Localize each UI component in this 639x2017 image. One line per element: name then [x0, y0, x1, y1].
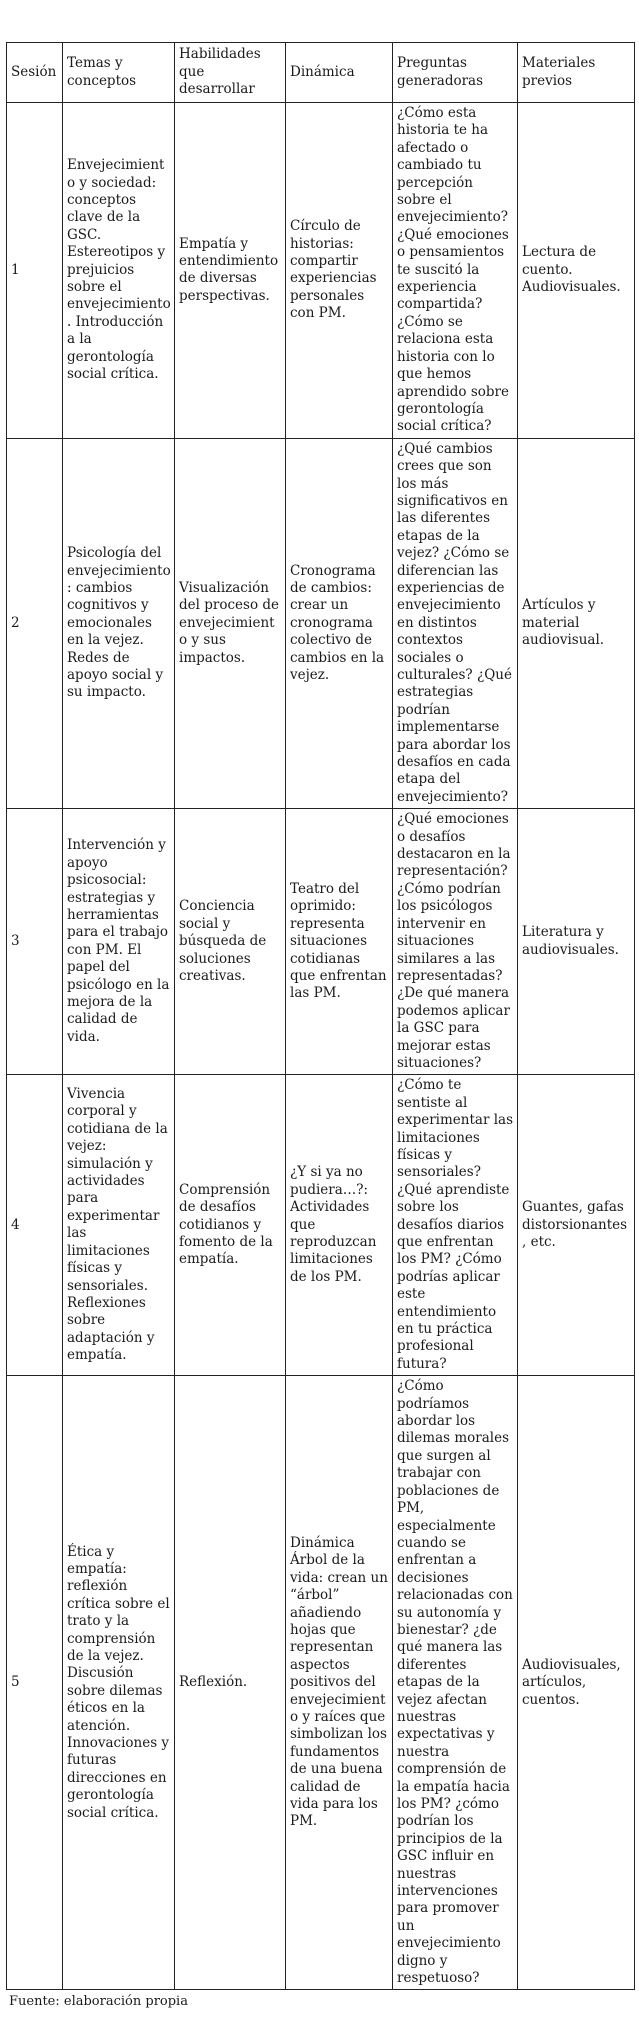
cell-dynamic: Dinámica Árbol de la vida: crean un “árbol” añadiendo hojas que representan aspectos positivos del envejecimiento y raíces que simbolizan los fundamentos de una buena calidad de vida para los PM.	[286, 1376, 393, 1990]
cell-dynamic: ¿Y si ya no pudiera…?: Actividades que reproduzcan limitaciones de los PM.	[286, 1075, 393, 1376]
table-row	[7, 1075, 635, 1376]
cell-questions: ¿Cómo esta historia te ha afectado o cambiado tu percepción sobre el envejecimiento? ¿Qué emociones o pensamientos te suscitó la experiencia compartida? ¿Cómo se relaciona esta historia con lo que hemos aprendido sobre gerontología social crítica?	[393, 103, 518, 439]
cell-questions: ¿Cómo podríamos abordar los dilemas morales que surgen al trabajar con poblaciones de PM, especialmente cuando se enfrentan a decisiones relacionadas con su autonomía y bienestar? ¿de qué manera las diferentes etapas de la vejez afectan nuestras expectativas y nuestra comprensión de la empatía hacia los PM? ¿cómo podrían los principios de la GSC influir en nuestras intervenciones para promover un envejecimiento digno y respetuoso?	[393, 1376, 518, 1990]
cell-topics: Vivencia corporal y cotidiana de la vejez: simulación y actividades para experimentar las limitaciones físicas y sensoriales. Reflexiones sobre adaptación y empatía.	[63, 1075, 175, 1376]
cell-materials: Audiovisuales, artículos, cuentos.	[518, 1376, 635, 1990]
cell-session: 1	[7, 103, 63, 439]
table-row	[7, 438, 635, 809]
cell-dynamic: Círculo de historias: compartir experiencias personales con PM.	[286, 103, 393, 439]
table-row	[7, 809, 635, 1075]
sessions-table	[6, 42, 635, 1990]
cell-skills: Conciencia social y búsqueda de soluciones creativas.	[175, 809, 286, 1075]
cell-dynamic: Cronograma de cambios: crear un cronograma colectivo de cambios en la vejez.	[286, 438, 393, 809]
header-materials: Materiales previos	[518, 43, 635, 103]
table-header-row	[7, 43, 635, 103]
cell-topics: Psicología del envejecimiento: cambios cognitivos y emocionales en la vejez. Redes de apoyo social y su impacto.	[63, 438, 175, 809]
header-dynamic: Dinámica	[286, 43, 393, 103]
cell-topics: Intervención y apoyo psicosocial: estrategias y herramientas para el trabajo con PM. El papel del psicólogo en la mejora de la calidad de vida.	[63, 809, 175, 1075]
source-note: Fuente: elaboración propia	[9, 1994, 188, 2009]
cell-skills: Empatía y entendimiento de diversas perspectivas.	[175, 103, 286, 439]
header-questions: Preguntas generadoras	[393, 43, 518, 103]
header-topics: Temas y conceptos	[63, 43, 175, 103]
cell-dynamic: Teatro del oprimido: representa situaciones cotidianas que enfrentan las PM.	[286, 809, 393, 1075]
cell-questions: ¿Qué cambios crees que son los más significativos en las diferentes etapas de la vejez? ¿Cómo se diferencian las experiencias de envejecimiento en distintos contextos sociales o culturales? ¿Qué estrategias podrían implementarse para abordar los desafíos en cada etapa del envejecimiento?	[393, 438, 518, 809]
cell-materials: Lectura de cuento. Audiovisuales.	[518, 103, 635, 439]
cell-session: 3	[7, 809, 63, 1075]
cell-skills: Visualización del proceso de envejecimiento y sus impactos.	[175, 438, 286, 809]
table-row	[7, 103, 635, 439]
table-row	[7, 1376, 635, 1990]
cell-topics: Ética y empatía: reflexión crítica sobre el trato y la comprensión de la vejez. Discusión sobre dilemas éticos en la atención. Innovaciones y futuras direcciones en gerontología social crítica.	[63, 1376, 175, 1990]
cell-session: 4	[7, 1075, 63, 1376]
cell-questions: ¿Cómo te sentiste al experimentar las limitaciones físicas y sensoriales? ¿Qué aprendiste sobre los desafíos diarios que enfrentan los PM? ¿Cómo podrías aplicar este entendimiento en tu práctica profesional futura?	[393, 1075, 518, 1376]
cell-materials: Literatura y audiovisuales.	[518, 809, 635, 1075]
cell-session: 2	[7, 438, 63, 809]
cell-topics: Envejecimiento y sociedad: conceptos clave de la GSC. Estereotipos y prejuicios sobre el envejecimiento. Introducción a la gerontología social crítica.	[63, 103, 175, 439]
cell-skills: Comprensión de desafíos cotidianos y fomento de la empatía.	[175, 1075, 286, 1376]
header-session: Sesión	[7, 43, 63, 103]
cell-materials: Artículos y material audiovisual.	[518, 438, 635, 809]
cell-materials: Guantes, gafas distorsionantes, etc.	[518, 1075, 635, 1376]
cell-session: 5	[7, 1376, 63, 1990]
cell-questions: ¿Qué emociones o desafíos destacaron en la representación? ¿Cómo podrían los psicólogos intervenir en situaciones similares a las representadas? ¿De qué manera podemos aplicar la GSC para mejorar estas situaciones?	[393, 809, 518, 1075]
cell-skills: Reflexión.	[175, 1376, 286, 1990]
header-skills: Habilidades que desarrollar	[175, 43, 286, 103]
